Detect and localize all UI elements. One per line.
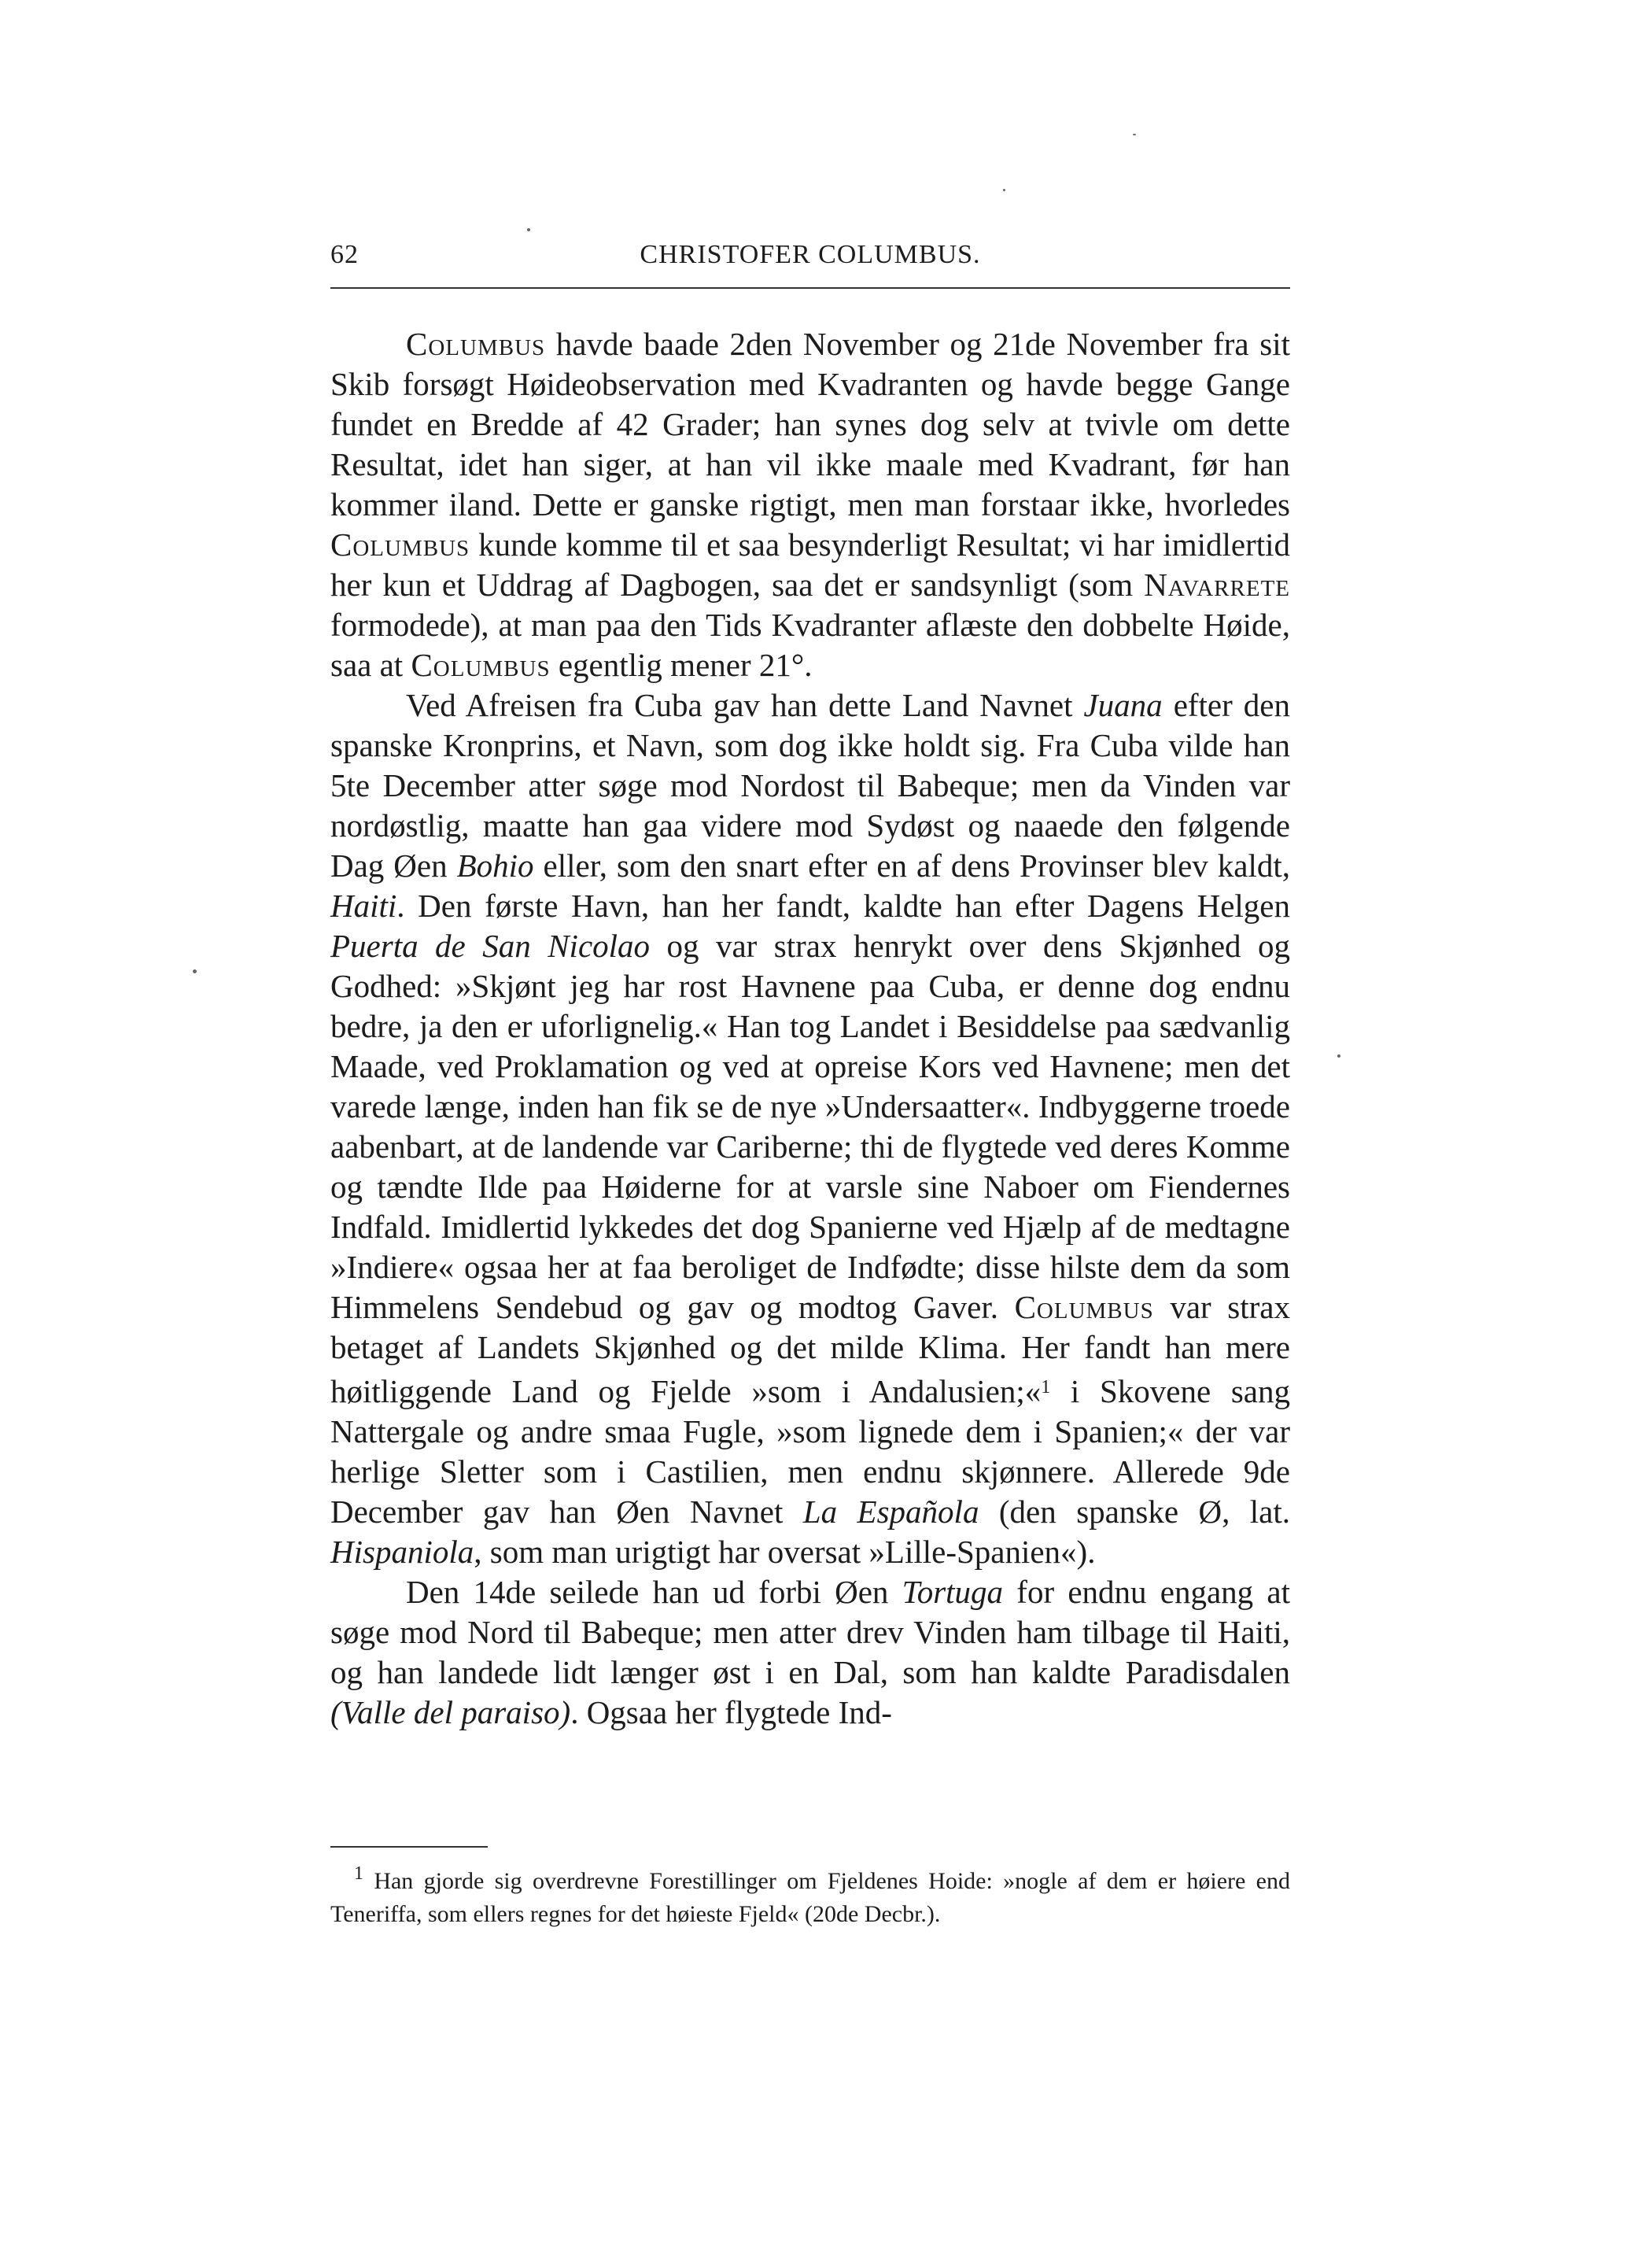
scan-speck bbox=[1133, 134, 1136, 135]
text-run: kunde komme til et saa besynderligt Resultat; vi har imidlertid her kun et Uddrag af Dagbogen, saa det er sandsynligt (som bbox=[330, 526, 1290, 603]
footnote-rule bbox=[330, 1846, 488, 1848]
italic-term: Hispaniola bbox=[330, 1534, 474, 1570]
text-run: egentlig mener 21°. bbox=[550, 647, 813, 683]
italic-term: Bohio bbox=[456, 847, 534, 884]
footnote-paragraph bbox=[330, 1857, 1290, 1931]
running-head: CHRISTOFER COLUMBUS. bbox=[640, 240, 981, 269]
page-number: 62 bbox=[330, 240, 359, 269]
name-small-caps: Columbus bbox=[411, 647, 551, 683]
text-run: eller, som den snart efter en af dens Provinser blev kaldt, bbox=[533, 847, 1290, 884]
name-small-caps: Columbus bbox=[330, 526, 470, 563]
text-run: for endnu engang at søge mod Nord til Babeque; men atter drev Vinden ham tilbage til Haiti, og han landede lidt længer øst i en Dal, som han kaldte Paradisdalen bbox=[330, 1574, 1290, 1690]
footnote-reference: 1 bbox=[1041, 1377, 1051, 1398]
text-run: formodede), at man paa den Tids Kvadranter aflæste den dobbelte Høide, saa at bbox=[330, 607, 1290, 683]
scan-speck bbox=[527, 228, 530, 231]
text-run: (den spanske Ø, lat. bbox=[979, 1494, 1290, 1530]
footnote bbox=[330, 1857, 1290, 1931]
italic-term: (Valle del paraiso) bbox=[330, 1694, 571, 1730]
name-small-caps: Navarrete bbox=[1144, 567, 1290, 603]
text-run: efter den spanske Kronprins, et Navn, som dog ikke holdt sig. Fra Cuba vilde han 5te December atter søge mod Nordost til Babeque; men da Vinden var nordøstlig, maatte han gaa videre mod Sydøst og naaede den følgende Dag Øen bbox=[330, 687, 1290, 884]
footnote-marker: 1 bbox=[354, 1863, 363, 1884]
footnote-text: Han gjorde sig overdrevne Forestillinger om Fjeldenes Hoide: »nogle af dem er høiere end Teneriffa, som ellers regnes for det høieste Fjeld« (20de Decbr.). bbox=[330, 1868, 1290, 1927]
italic-term: Juana bbox=[1083, 687, 1163, 723]
text-run: Den 14de seilede han ud forbi Øen bbox=[406, 1574, 902, 1610]
text-run: . Den første Havn, han her fandt, kaldte han efter Dagens Helgen bbox=[396, 888, 1290, 924]
paragraph bbox=[330, 685, 1290, 1572]
text-run: var strax betaget af Landets Skjønhed og det milde Klima. Her fandt han mere høitliggende Land og Fjelde »som i Andalusien;« bbox=[330, 1289, 1290, 1409]
scan-speck bbox=[1337, 1054, 1340, 1058]
name-small-caps: Columbus bbox=[406, 326, 546, 362]
name-small-caps: Columbus bbox=[1014, 1289, 1154, 1325]
text-run: havde baade 2den November og 21de November fra sit Skib forsøgt Høideobservation med Kvadranten og havde begge Gange fundet en Bredde af 42 Grader; han synes dog selv at tvivle om dette Resultat, idet han siger, at han vil ikke maale med Kvadrant, før han kommer iland. Dette er ganske rigtigt, men man forstaar ikke, hvorledes bbox=[330, 326, 1290, 522]
text-run: . Ogsaa her flygtede Ind- bbox=[570, 1694, 892, 1730]
text-run: i Skovene sang Nattergale og andre smaa Fugle, »som lignede dem i Spanien;« der var herlige Sletter som i Castilien, men endnu skjønnere. Allerede 9de December gav han Øen Navnet bbox=[330, 1373, 1290, 1530]
scan-speck bbox=[193, 969, 197, 973]
italic-term: Haiti bbox=[330, 888, 397, 924]
paragraph bbox=[330, 324, 1290, 685]
scan-speck bbox=[1003, 189, 1005, 191]
italic-term: La Española bbox=[802, 1494, 979, 1530]
page-header bbox=[330, 240, 1290, 275]
text-run: , som man urigtigt har oversat »Lille-Spanien«). bbox=[474, 1534, 1096, 1570]
paragraph bbox=[330, 1572, 1290, 1733]
italic-term: Puerta de San Nicolao bbox=[330, 928, 651, 964]
text-run: Ved Afreisen fra Cuba gav han dette Land Navnet bbox=[406, 687, 1084, 723]
header-rule bbox=[330, 287, 1290, 289]
italic-term: Tortuga bbox=[902, 1574, 1004, 1610]
text-run: og var strax henrykt over dens Skjønhed og Godhed: »Skjønt jeg har rost Havnene paa Cuba, er denne dog endnu bedre, ja den er uforlignelig.« Han tog Landet i Besiddelse paa sædvanlig Maade, ved Proklamation og ved at opreise Kors ved Havnene; men det varede længe, inden han fik se de nye »Undersaatter«. Indbyggerne troede aabenbart, at de landende var Cariberne; thi de flygtede ved deres Komme og tændte Ilde paa Høiderne for at varsle sine Naboer om Fiendernes Indfald. Imidlertid lykkedes det dog Spanierne ved Hjælp af de medtagne »Indiere« ogsaa her at faa beroliget de Indfødte; disse hilste dem da som Himmelens Sendebud og gav og modtog Gaver. bbox=[330, 928, 1290, 1325]
body-text bbox=[330, 324, 1290, 1733]
